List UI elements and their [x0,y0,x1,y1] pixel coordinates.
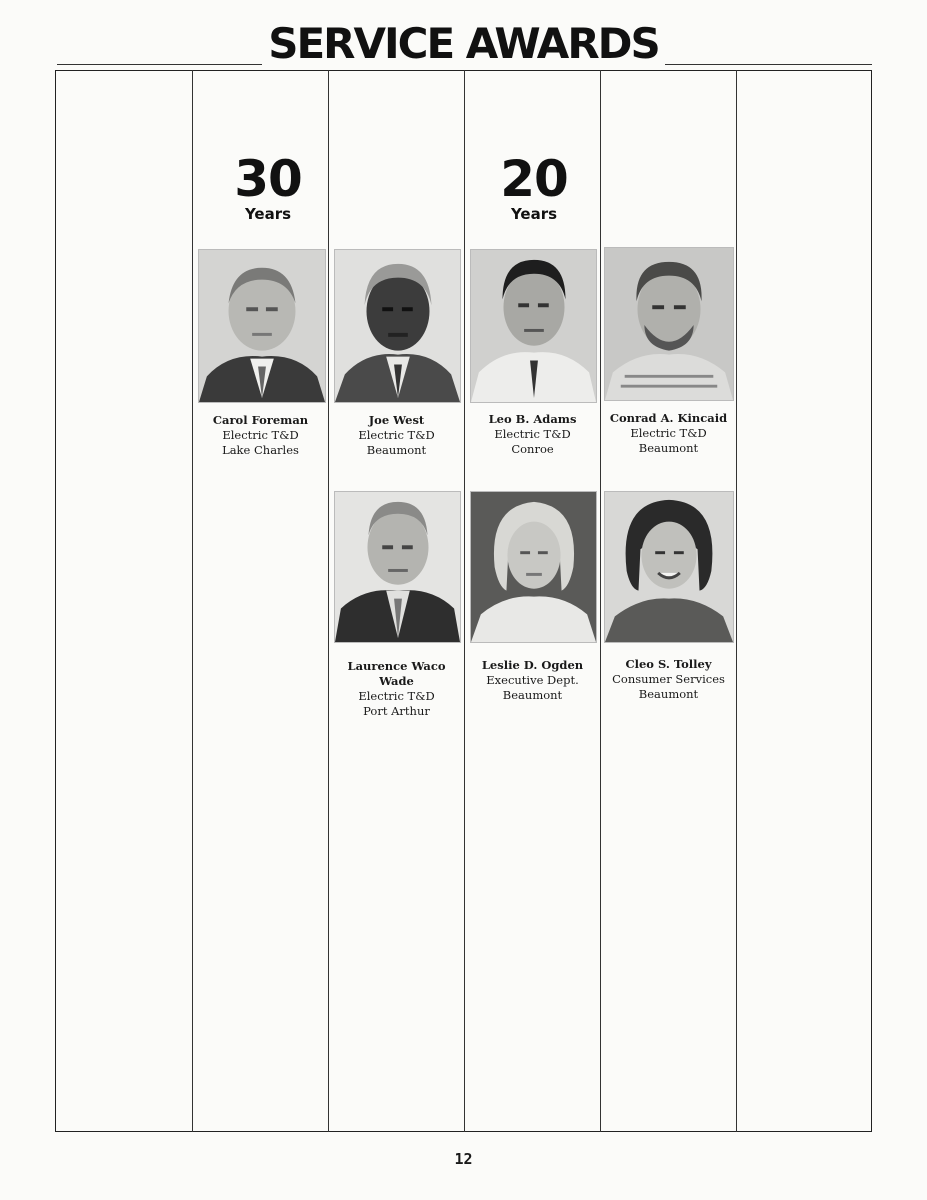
caption-leo-b-adams [465,412,600,457]
portrait-laurence-waco-wade [334,491,461,643]
person-dept: Electric T&D [630,426,707,440]
caption-conrad-a-kincaid [601,411,736,456]
caption-joe-west [329,413,464,458]
person-name: Cleo S. Tolley [625,657,712,671]
person-location: Port Arthur [363,704,430,718]
person-dept: Executive Dept. [486,673,579,687]
person-location: Beaumont [638,441,699,455]
portrait-conrad-a-kincaid [604,247,734,401]
column-divider [192,70,193,1132]
portrait-leo-b-adams [470,249,597,403]
person-location: Lake Charles [222,443,299,457]
person-name: Laurence Waco Wade [347,659,446,688]
years-number: 30 [234,150,302,208]
column-divider [464,70,465,1132]
person-dept: Electric T&D [494,427,571,441]
person-dept: Electric T&D [222,428,299,442]
person-dept: Electric T&D [358,689,435,703]
person-dept: Consumer Services [612,672,725,686]
page-number: 12 [454,1150,473,1168]
person-location: Conroe [511,442,554,456]
portrait-cleo-s-tolley [604,491,734,643]
person-location: Beaumont [366,443,427,457]
person-name: Leslie D. Ogden [481,658,584,672]
person-name: Joe West [368,413,425,427]
portrait-carol-foreman [198,249,326,403]
person-location: Beaumont [638,687,699,701]
person-location: Beaumont [502,688,563,702]
person-name: Leo B. Adams [488,412,577,426]
caption-carol-foreman [193,413,328,458]
years-heading-20 [466,152,602,222]
person-dept: Electric T&D [358,428,435,442]
caption-leslie-d-ogden [465,658,600,703]
person-name: Carol Foreman [212,413,309,427]
page-title-text: SERVICE AWARDS [262,19,665,68]
years-number: 20 [500,150,568,208]
years-label: Years [510,205,558,223]
portrait-joe-west [334,249,461,403]
years-heading-30 [200,152,336,222]
column-divider [328,70,329,1132]
years-label: Years [244,205,292,223]
column-divider [600,70,601,1132]
person-name: Conrad A. Kincaid [609,411,728,425]
column-divider [736,70,737,1132]
page-title [0,18,927,70]
portrait-leslie-d-ogden [470,491,597,643]
caption-laurence-waco-wade [329,659,464,719]
caption-cleo-s-tolley [601,657,736,702]
